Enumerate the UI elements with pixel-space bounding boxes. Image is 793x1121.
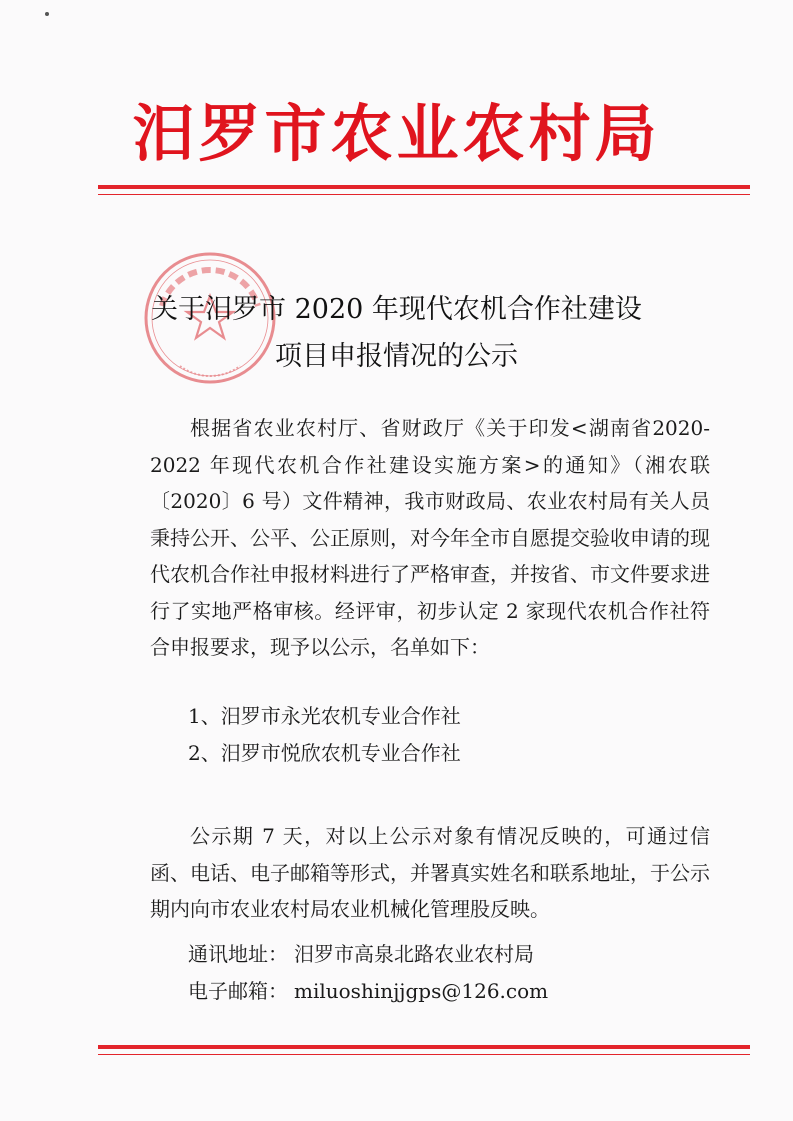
contact-address-row — [188, 938, 534, 967]
footer-rule-thick — [98, 1045, 750, 1049]
masthead-org-name: 汨罗市农业农村局 — [132, 97, 661, 170]
notice-paragraph-2-block — [150, 818, 710, 928]
list-item: 2、汨罗市悦欣农机专业合作社 — [188, 741, 461, 765]
notice-paragraph-1: 根据省农业农村厅、省财政厅《关于印发<湖南省2020-2022 年现代农机合作社建设实施方案>的通知》（湘农联〔2020〕6 号）文件精神，我市财政局、农业农村局有关人员秉持公开、公平、公正原则，对今年全市自愿提交验收申请的现代农机合作社申报材料进行了严格审查，并按省、市文件要求进行了实地严格审核。经评审，初步认定 2 家现代农机合作社符合申报要求，现予以公示，名单如下： — [150, 416, 710, 659]
notice-paragraph-2: 公示期 7 天，对以上公示对象有情况反映的，可通过信函、电话、电子邮箱等形式，并署真实姓名和联系地址，于公示期内向市农业农村局农业机械化管理股反映。 — [150, 824, 710, 921]
notice-title-line-2: 项目申报情况的公示 — [275, 341, 518, 372]
masthead-rule-top-thick — [98, 185, 750, 189]
contact-address-value: 汨罗市高泉北路农业农村局 — [294, 942, 534, 966]
contact-email-value: miluoshinjjgps@126.com — [294, 979, 549, 1003]
contact-address-label: 通讯地址： — [188, 942, 288, 966]
contact-email-row — [188, 975, 548, 1004]
contact-email-label: 电子邮箱： — [188, 979, 288, 1003]
list-item: 1、汨罗市永光农机专业合作社 — [188, 704, 461, 728]
notice-title-line-1: 关于汨罗市 2020 年现代农机合作社建设 — [151, 294, 642, 325]
masthead-rule-top-thin — [98, 194, 750, 195]
notice-paragraph-1-block — [150, 410, 710, 666]
speck-mark — [45, 12, 49, 16]
footer-rule-thin — [98, 1054, 750, 1055]
